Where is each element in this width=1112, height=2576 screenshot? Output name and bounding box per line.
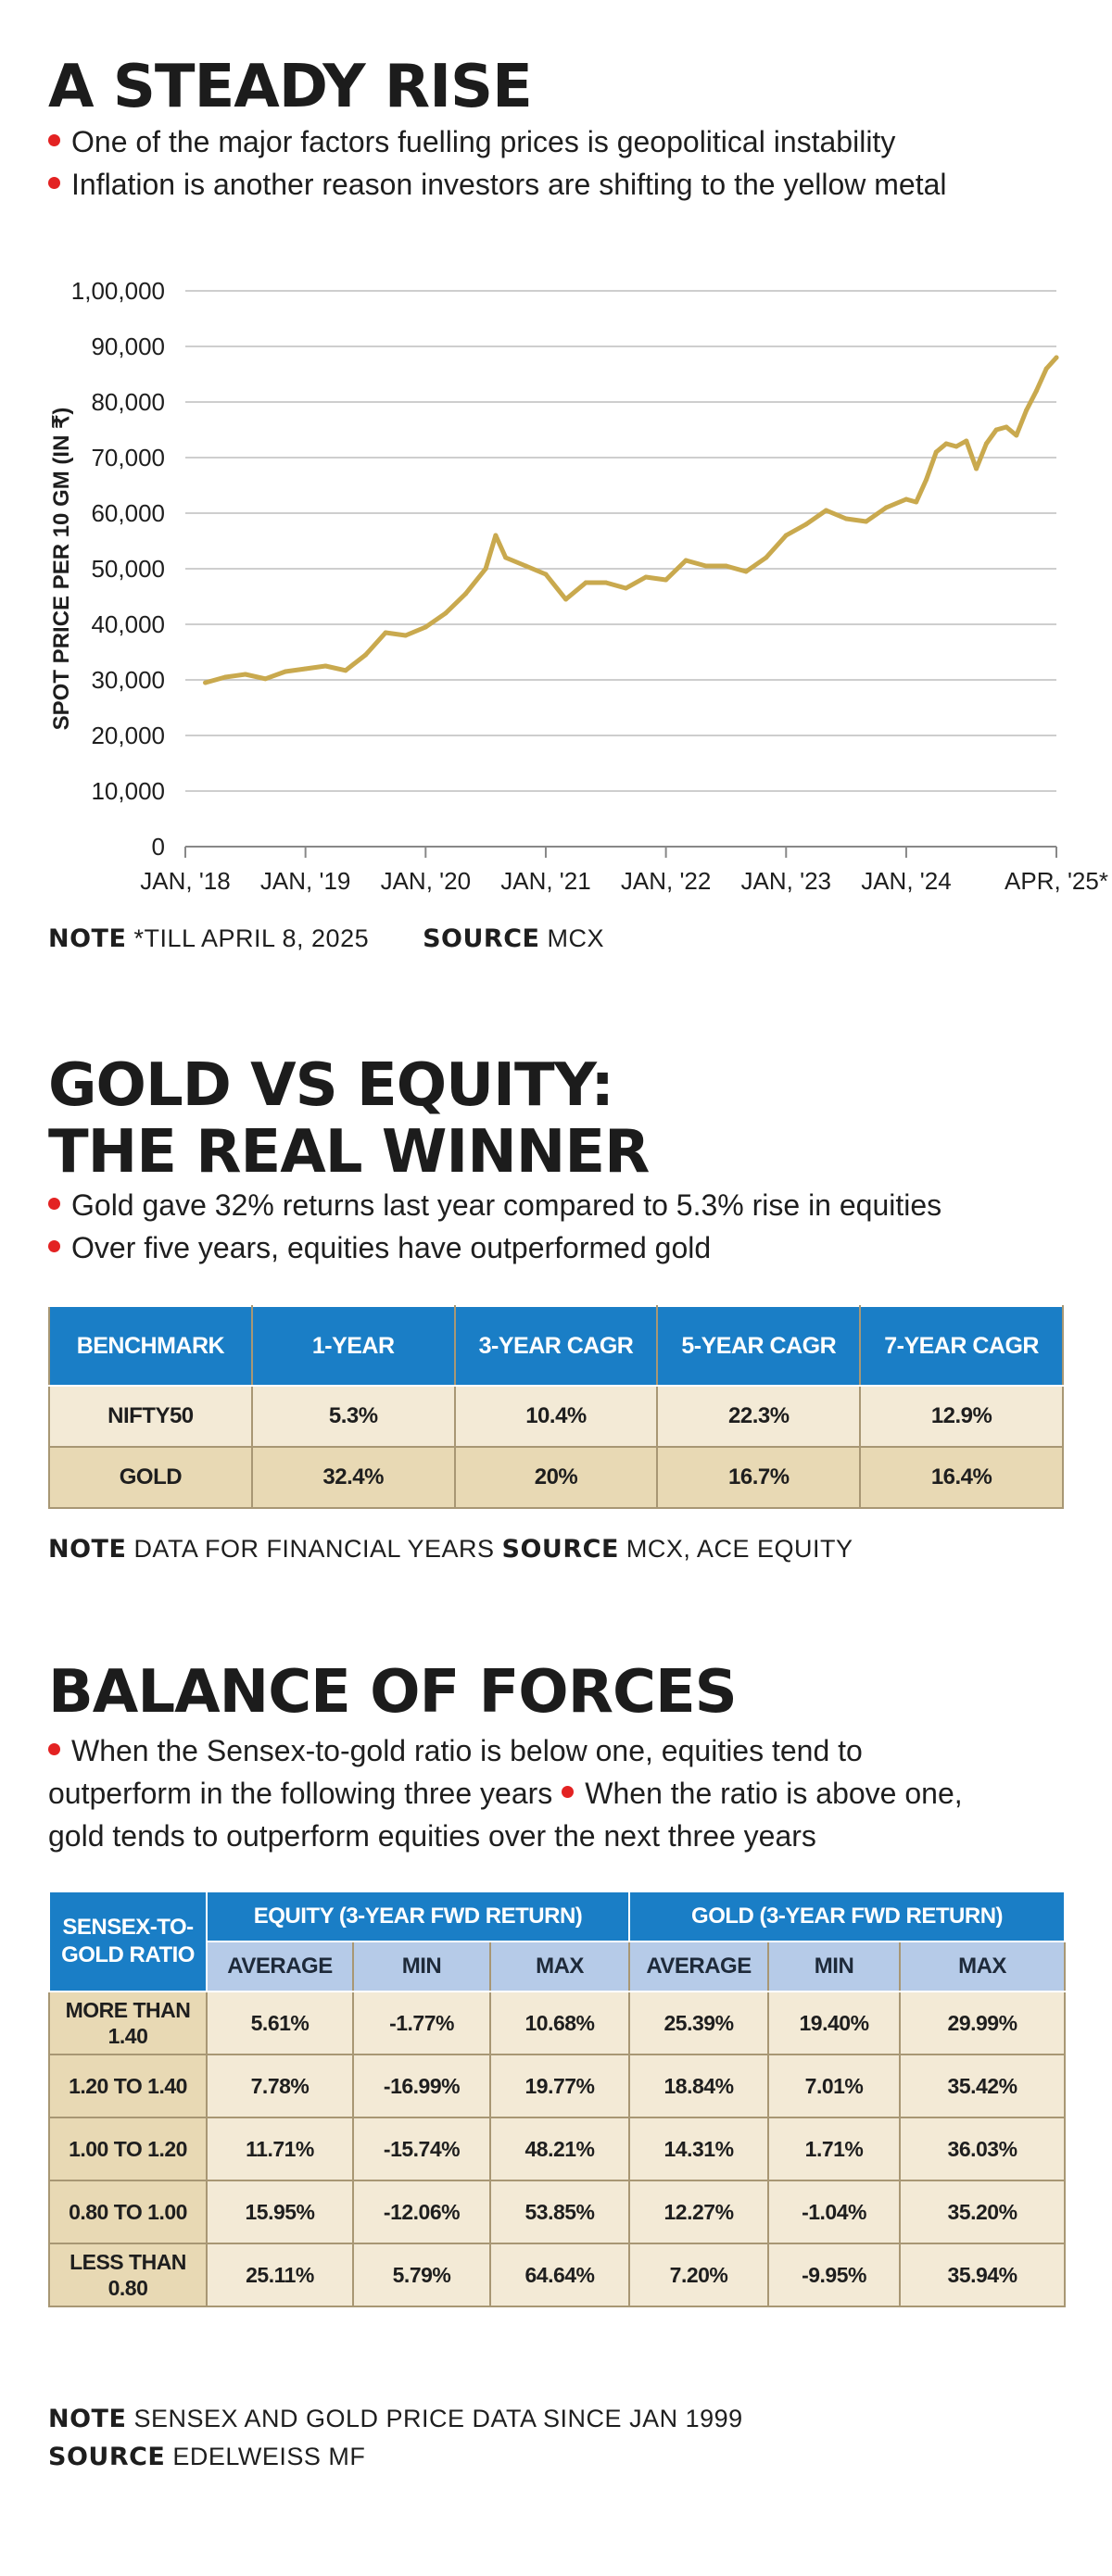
subheader: AVERAGE [629, 1941, 768, 1992]
x-tick-label: JAN, '23 [740, 867, 832, 895]
data-point [784, 534, 789, 538]
y-tick-label: 0 [151, 833, 165, 861]
y-tick-label: 20,000 [91, 722, 165, 749]
data-point [544, 572, 549, 577]
data-point [323, 664, 328, 669]
y-tick-label: 1,00,000 [70, 277, 165, 305]
data-point [443, 611, 448, 616]
table-cell: 32.4% [252, 1447, 455, 1508]
data-point [964, 439, 968, 444]
table-row [49, 1992, 1065, 2055]
table-group-header-row [49, 1891, 1065, 1941]
table-cell: 53.85% [490, 2180, 629, 2243]
data-point [203, 681, 208, 685]
data-point [624, 586, 628, 591]
data-point [493, 534, 498, 538]
table-cell: 25.11% [207, 2243, 353, 2306]
table-cell: 12.27% [629, 2180, 768, 2243]
table-cell: 19.40% [768, 1992, 900, 2055]
section2-title: GOLD VS EQUITY: THE REAL WINNER [48, 1051, 650, 1187]
table-row [49, 2180, 1065, 2243]
gold-vs-equity-table [48, 1305, 1064, 1509]
table-cell: 20% [455, 1447, 658, 1508]
row-label: LESS THAN 0.80 [49, 2243, 207, 2306]
x-tick-label: JAN, '20 [380, 867, 472, 895]
header-3-year: 3-YEAR CAGR [455, 1306, 658, 1386]
balance-of-forces-table [48, 1891, 1066, 2307]
table-cell: 12.9% [860, 1386, 1063, 1447]
table-cell: 36.03% [900, 2117, 1065, 2180]
data-point [914, 500, 918, 505]
row-label: 0.80 TO 1.00 [49, 2180, 207, 2243]
data-point [1014, 434, 1018, 438]
table-cell: 22.3% [657, 1386, 860, 1447]
data-point [844, 517, 849, 521]
table-cell: 35.94% [900, 2243, 1065, 2306]
table-cell: 14.31% [629, 2117, 768, 2180]
table-row [49, 2117, 1065, 2180]
y-tick-label: 60,000 [91, 499, 165, 527]
data-point [303, 667, 308, 672]
table-cell: 7.01% [768, 2055, 900, 2117]
table-cell: -15.74% [353, 2117, 490, 2180]
table-cell: 10.68% [490, 1992, 629, 2055]
subheader: AVERAGE [207, 1941, 353, 1992]
header-7-year: 7-YEAR CAGR [860, 1306, 1063, 1386]
data-point [803, 522, 808, 527]
bullet-item: Gold gave 32% returns last year compared to 5.3% rise in equities [48, 1184, 1077, 1226]
table1-note: NOTE DATA FOR FINANCIAL YEARS SOURCE MCX, ACE EQUITY [48, 1535, 853, 1564]
table-header-row [49, 1306, 1063, 1386]
y-tick-label: 80,000 [91, 388, 165, 416]
data-point [864, 520, 868, 524]
table-cell: 10.4% [455, 1386, 658, 1447]
x-tick-label: JAN, '22 [620, 867, 712, 895]
data-point [984, 442, 989, 446]
header-benchmark: BENCHMARK [49, 1306, 252, 1386]
table-cell: 25.39% [629, 1992, 768, 2055]
y-tick-label: 90,000 [91, 333, 165, 360]
data-point [284, 670, 288, 674]
table2-note: NOTE SENSEX AND GOLD PRICE DATA SINCE JAN 1999 SOURCE EDELWEISS MF [48, 2405, 743, 2471]
chart-note: NOTE *TILL APRIL 8, 2025 SOURCE MCX [48, 924, 604, 953]
data-point [343, 668, 348, 672]
data-point [824, 509, 828, 513]
row-label: 1.20 TO 1.40 [49, 2055, 207, 2117]
data-point [663, 578, 668, 583]
subheader: MIN [353, 1941, 490, 1992]
bullet-item: Over five years, equities have outperformed gold [48, 1226, 1077, 1269]
table-cell: 64.64% [490, 2243, 629, 2306]
data-point [1024, 408, 1029, 413]
table-cell: 11.71% [207, 2117, 353, 2180]
x-tick-label: JAN, '19 [259, 867, 351, 895]
section1-bullets [48, 120, 1077, 206]
data-point [463, 592, 468, 597]
table-cell: -1.04% [768, 2180, 900, 2243]
data-point [644, 575, 649, 580]
table-cell: -1.77% [353, 1992, 490, 2055]
y-tick-label: 70,000 [91, 444, 165, 471]
data-point [584, 581, 588, 585]
data-point [603, 581, 608, 585]
red-dot-icon [48, 1240, 60, 1252]
header-equity-group: EQUITY (3-YEAR FWD RETURN) [207, 1891, 629, 1941]
line-chart [0, 250, 1112, 917]
table-row [49, 1386, 1063, 1447]
table-cell: 29.99% [900, 1992, 1065, 2055]
data-point [994, 428, 999, 433]
table-row [49, 2055, 1065, 2117]
section2-bullets [48, 1184, 1077, 1269]
data-point [263, 676, 268, 681]
table-row [49, 2243, 1065, 2306]
table-row [49, 1447, 1063, 1508]
header-1-year: 1-YEAR [252, 1306, 455, 1386]
data-point [363, 653, 368, 658]
data-point [974, 467, 979, 471]
table-cell: 5.3% [252, 1386, 455, 1447]
subheader: MAX [900, 1941, 1065, 1992]
table-cell: 16.7% [657, 1447, 860, 1508]
data-point [944, 442, 949, 446]
data-point [223, 675, 228, 680]
data-point [954, 445, 959, 449]
table-cell: 35.20% [900, 2180, 1065, 2243]
bullet-item: Inflation is another reason investors are shifting to the yellow metal [48, 163, 1077, 206]
subheader: MAX [490, 1941, 629, 1992]
table-cell: 1.71% [768, 2117, 900, 2180]
section3-title: BALANCE OF FORCES [48, 1658, 737, 1727]
table-cell: -9.95% [768, 2243, 900, 2306]
table-cell: 48.21% [490, 2117, 629, 2180]
subheader: MIN [768, 1941, 900, 1992]
x-tick-label: JAN, '24 [861, 867, 952, 895]
data-point [924, 478, 929, 483]
data-point [423, 625, 428, 630]
table-cell: 7.20% [629, 2243, 768, 2306]
header-ratio: SENSEX-TO-GOLD RATIO [49, 1891, 207, 1992]
red-dot-icon [48, 1743, 60, 1755]
data-point [384, 631, 388, 635]
data-point [744, 570, 749, 574]
data-point [1044, 367, 1049, 371]
y-tick-label: 50,000 [91, 555, 165, 583]
x-tick-label: JAN, '18 [140, 867, 231, 895]
y-tick-label: 10,000 [91, 777, 165, 805]
gold-price-line [206, 358, 1056, 683]
table-cell: 18.84% [629, 2055, 768, 2117]
y-tick-label: 30,000 [91, 666, 165, 694]
data-point [703, 564, 708, 569]
data-point [403, 634, 408, 638]
table-cell: 15.95% [207, 2180, 353, 2243]
data-point [904, 497, 908, 502]
data-point [1055, 356, 1059, 360]
row-label: 1.00 TO 1.20 [49, 2117, 207, 2180]
data-point [243, 672, 247, 677]
data-point [484, 567, 488, 572]
table-cell: -16.99% [353, 2055, 490, 2117]
data-point [764, 556, 768, 560]
table-cell: GOLD [49, 1447, 252, 1508]
data-point [724, 564, 728, 569]
bullet-item: One of the major factors fuelling prices is geopolitical instability [48, 120, 1077, 163]
chart-title: A STEADY RISE [48, 53, 532, 121]
data-point [503, 556, 508, 560]
section3-bullets: When the Sensex-to-gold ratio is below one, equities tend to outperform in the following three years When the ratio is above one, gold tends to outperform equities over the next three years [48, 1734, 963, 1853]
red-dot-icon [48, 177, 60, 189]
data-point [1005, 425, 1009, 430]
table-cell: 19.77% [490, 2055, 629, 2117]
data-point [934, 450, 939, 455]
data-point [684, 559, 689, 563]
table-cell: 5.79% [353, 2243, 490, 2306]
red-dot-icon [562, 1786, 574, 1798]
table-body [49, 1992, 1065, 2306]
red-dot-icon [48, 1198, 60, 1210]
table-cell: NIFTY50 [49, 1386, 252, 1447]
row-label: MORE THAN 1.40 [49, 1992, 207, 2055]
data-point [884, 506, 889, 510]
x-tick-label: APR, '25* [1005, 867, 1108, 895]
table-cell: 5.61% [207, 1992, 353, 2055]
table-cell: 16.4% [860, 1447, 1063, 1508]
y-axis-title: SPOT PRICE PER 10 GM (IN ₹) [49, 407, 74, 731]
red-dot-icon [48, 134, 60, 146]
header-gold-group: GOLD (3-YEAR FWD RETURN) [629, 1891, 1065, 1941]
table-cell: 35.42% [900, 2055, 1065, 2117]
data-point [524, 564, 528, 569]
table-cell: -12.06% [353, 2180, 490, 2243]
table-cell: 7.78% [207, 2055, 353, 2117]
data-point [1034, 389, 1039, 394]
header-5-year: 5-YEAR CAGR [657, 1306, 860, 1386]
x-tick-label: JAN, '21 [500, 867, 591, 895]
y-tick-label: 40,000 [91, 610, 165, 638]
data-point [563, 597, 568, 602]
